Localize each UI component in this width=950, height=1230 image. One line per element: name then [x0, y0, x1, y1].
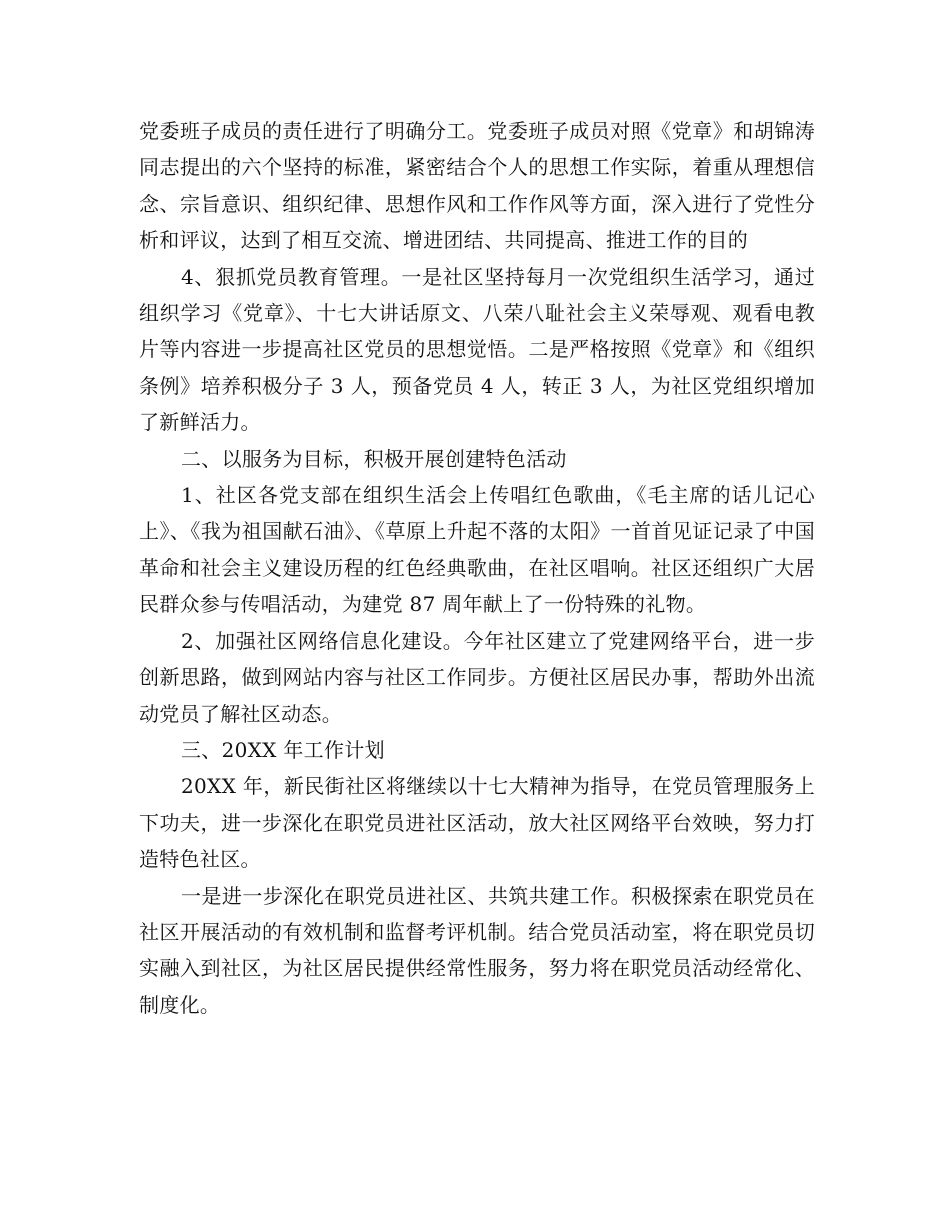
- paragraph-member-education: 4、狠抓党员教育管理。一是社区坚持每月一次党组织生活学习，通过组织学习《党章》、十七大讲话原文、八荣八耻社会主义荣辱观、观看电教片等内容进一步提高社区党员的思想觉悟。二是严格按照《党章》和《组织条例》培养积极分子 3 人，预备党员 4 人，转正 3 人，为社区党组织增加了新鲜活力。: [139, 264, 815, 435]
- paragraph-party-committee-review: 党委班子成员的责任进行了明确分工。党委班子成员对照《党章》和胡锦涛同志提出的六个坚持的标准，紧密结合个人的思想工作实际，着重从理想信念、宗旨意识、组织纪律、思想作风和工作作风等方面，深入进行了党性分析和评议，达到了相互交流、增进团结、共同提高、推进工作的目的: [139, 119, 815, 253]
- section-heading-work-plan: 三、20XX 年工作计划: [181, 737, 385, 762]
- paragraph-plan-item-one: 一是进一步深化在职党员进社区、共筑共建工作。积极探索在职党员在社区开展活动的有效机制和监督考评机制。结合党员活动室，将在职党员切实融入到社区，为社区居民提供经常性服务，努力将在职党员活动经常化、制度化。: [139, 883, 815, 1017]
- paragraph-red-songs: 1、社区各党支部在组织生活会上传唱红色歌曲，《毛主席的话儿记心上》、《我为祖国献石油》、《草原上升起不落的太阳》一首首见证记录了中国革命和社会主义建设历程的红色经典歌曲，在社区唱响。社区还组织广大居民群众参与传唱活动，为建党 87 周年献上了一份特殊的礼物。: [139, 483, 815, 617]
- document-page: [139, 113, 815, 1023]
- paragraph-network-platform: 2、加强社区网络信息化建设。今年社区建立了党建网络平台，进一步创新思路，做到网站内容与社区工作同步。方便社区居民办事，帮助外出流动党员了解社区动态。: [139, 628, 815, 726]
- paragraph-plan-overview: 20XX 年，新民街社区将继续以十七大精神为指导，在党员管理服务上下功夫，进一步深化在职党员进社区活动，放大社区网络平台效映，努力打造特色社区。: [139, 774, 815, 872]
- section-heading-service-activities: 二、以服务为目标，积极开展创建特色活动: [181, 446, 567, 471]
